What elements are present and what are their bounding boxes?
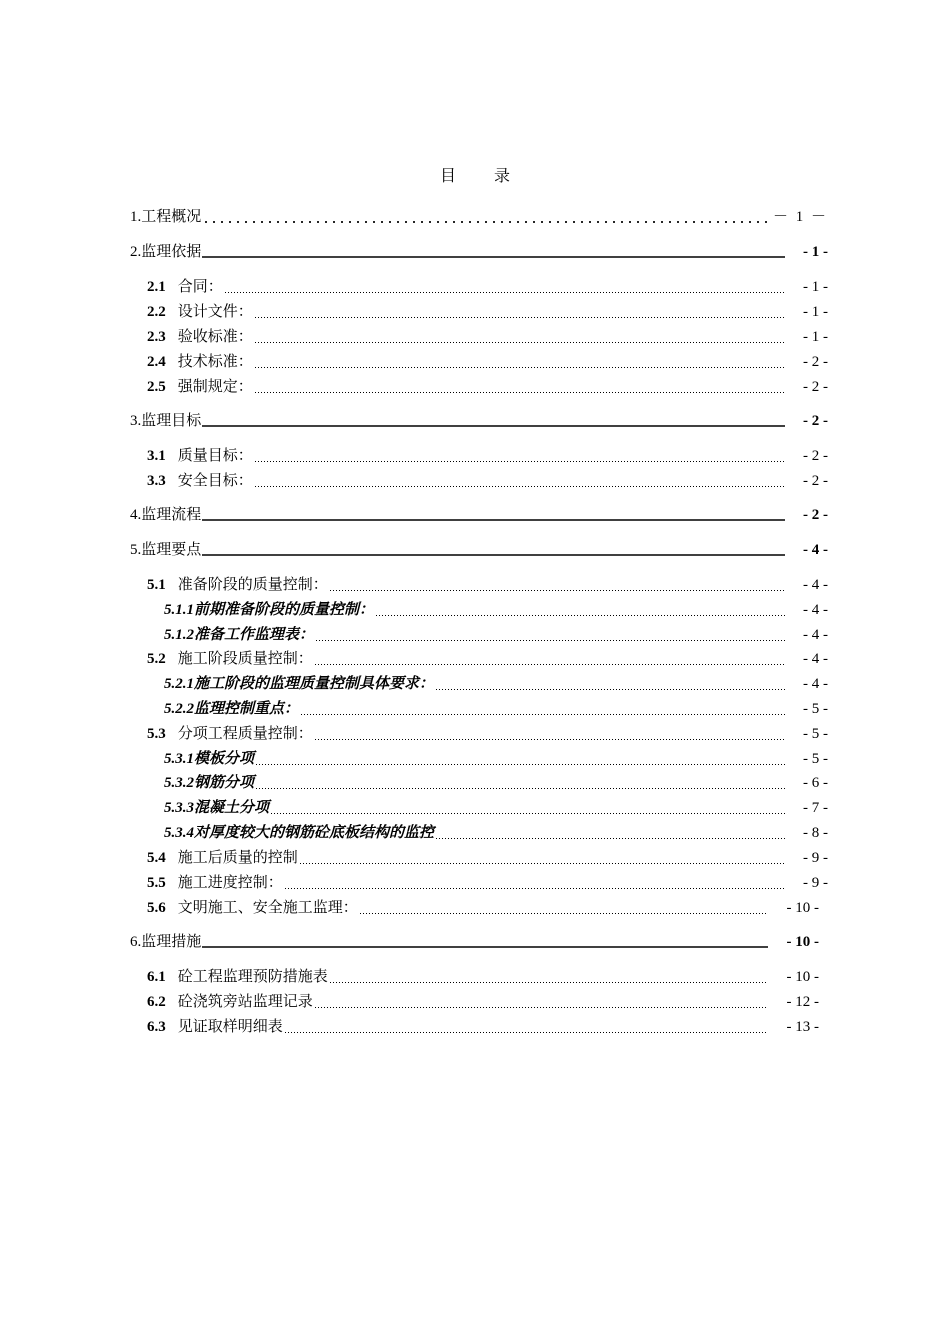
dot-leader (270, 798, 785, 818)
toc-entry[interactable] (147, 1017, 819, 1037)
toc-entry-number: 4. (130, 507, 142, 523)
toc-entry-label: 见证取样明细表 (177, 1019, 283, 1035)
toc-entry[interactable] (147, 352, 828, 372)
toc-entry-page: - 4 - (803, 542, 828, 558)
toc-entry-number: 5.3.4 (164, 825, 194, 841)
toc-entry-number: 1. (130, 209, 142, 225)
toc-entry-label: 准备工作监理表： (194, 627, 315, 643)
toc-entry[interactable] (147, 575, 828, 595)
dot-leader (202, 411, 785, 431)
toc-entry-page: - 4 - (803, 651, 828, 667)
toc-entry-number: 5.1.2 (164, 627, 194, 643)
dot-leader (299, 848, 785, 868)
toc-entry[interactable] (130, 207, 828, 227)
dot-leader (254, 471, 785, 491)
dot-leader (224, 277, 785, 297)
toc-entry[interactable] (130, 242, 828, 262)
toc-entry[interactable] (164, 798, 828, 818)
dot-leader (329, 575, 785, 595)
dot-leader (375, 600, 785, 620)
toc-entry-page: - 4 - (803, 676, 828, 692)
toc-entry[interactable] (147, 967, 819, 987)
toc-entry-number: 3. (130, 413, 142, 429)
dot-leader (300, 699, 785, 719)
toc-entry-number: 5.6 (147, 900, 166, 916)
toc-entry-page: - 5 - (803, 726, 828, 742)
dot-leader (435, 823, 785, 843)
dot-leader (315, 625, 785, 645)
toc-entry-page: - 1 - (803, 244, 828, 260)
toc-entry-number: 2.1 (147, 279, 166, 295)
dot-leader (314, 992, 768, 1012)
toc-entry-page: - 9 - (803, 850, 828, 866)
toc-entry-page: - 8 - (803, 825, 828, 841)
toc-entry-label: 监理流程 (141, 507, 202, 523)
toc-entry[interactable] (147, 848, 828, 868)
toc-entry-label: 分项工程质量控制： (177, 726, 313, 742)
toc-entry[interactable] (130, 540, 828, 560)
toc-entry-number: 5.2.1 (164, 676, 194, 692)
toc-entry-label: 强制规定： (177, 379, 253, 395)
toc-entry-label: 验收标准： (177, 329, 253, 345)
toc-entry-label: 安全目标： (177, 473, 253, 489)
toc-entry-number: 5.2 (147, 651, 166, 667)
toc-entry[interactable] (147, 471, 828, 491)
toc-entry-page: - 2 - (803, 379, 828, 395)
toc-entry-page: - 1 - (803, 279, 828, 295)
toc-entry[interactable] (130, 505, 828, 525)
toc-entry-label: 施工阶段的监理质量控制具体要求： (194, 676, 435, 692)
toc-entry-label: 工程概况 (141, 209, 202, 225)
toc-entry-number: 3.1 (147, 448, 166, 464)
toc-entry-page: - 13 - (786, 1019, 819, 1035)
toc-entry-number: 5.1 (147, 577, 166, 593)
toc-entry-number: 5.5 (147, 875, 166, 891)
toc-entry-page: - 10 - (786, 934, 819, 950)
toc-entry-label: 施工后质量的控制 (177, 850, 298, 866)
toc-entry[interactable] (164, 674, 828, 694)
dot-leader (202, 540, 785, 560)
toc-entry-number: 3.3 (147, 473, 166, 489)
dot-leader (314, 724, 785, 744)
toc-entry-number: 2.4 (147, 354, 166, 370)
toc-entry-number: 6.2 (147, 994, 166, 1010)
toc-title-right: 录 (494, 168, 511, 185)
toc-entry-number: 5.3 (147, 726, 166, 742)
toc-entry-page: - 6 - (803, 775, 828, 791)
toc-entry-page: - 1 - (803, 329, 828, 345)
toc-entry-number: 6. (130, 934, 142, 950)
toc-entry-page: - 2 - (803, 413, 828, 429)
toc-entry[interactable] (147, 446, 828, 466)
toc-entry-page: - 9 - (803, 875, 828, 891)
dot-leader (255, 749, 785, 769)
toc-entry-label: 混凝土分项 (194, 800, 270, 816)
toc-entry[interactable] (164, 773, 828, 793)
toc-entry-page: - 4 - (803, 602, 828, 618)
toc-entry[interactable] (164, 823, 828, 843)
toc-entry-page: - 2 - (803, 448, 828, 464)
dot-leader (314, 649, 785, 669)
dot-leader (254, 327, 785, 347)
toc-entry-page: - 12 - (786, 994, 819, 1010)
toc-entry-page: － 1 － (772, 209, 828, 225)
toc-entry-label: 监理措施 (141, 934, 202, 950)
toc-entry-label: 文明施工、安全施工监理： (177, 900, 358, 916)
dot-leader (202, 505, 785, 525)
toc-entry-number: 5.4 (147, 850, 166, 866)
toc-entry-number: 2. (130, 244, 142, 260)
dot-leader (254, 352, 785, 372)
toc-entry-label: 合同： (177, 279, 223, 295)
toc-entry-label: 模板分项 (194, 751, 255, 767)
toc-entry[interactable] (130, 932, 819, 952)
toc-entry[interactable] (147, 277, 828, 297)
toc-entry[interactable] (147, 377, 828, 397)
toc-entry-label: 准备阶段的质量控制： (177, 577, 328, 593)
toc-entry-label: 质量目标： (177, 448, 253, 464)
toc-entry-number: 5.3.3 (164, 800, 194, 816)
toc-entry-page: - 5 - (803, 701, 828, 717)
toc-entry-page: - 4 - (803, 577, 828, 593)
toc-entry-page: - 10 - (786, 969, 819, 985)
toc-entry-label: 监理依据 (141, 244, 202, 260)
toc-entry-number: 5.3.1 (164, 751, 194, 767)
toc-entry-label: 监理要点 (141, 542, 202, 558)
toc-entry-page: - 2 - (803, 507, 828, 523)
toc-entry-label: 技术标准： (177, 354, 253, 370)
dot-leader (202, 207, 767, 227)
toc-entry-page: - 5 - (803, 751, 828, 767)
toc-entry-number: 6.3 (147, 1019, 166, 1035)
toc-entry[interactable] (147, 649, 828, 669)
toc-entry[interactable] (147, 724, 828, 744)
toc-title-left: 目 (439, 168, 456, 185)
toc-entry-number: 2.5 (147, 379, 166, 395)
toc-entry[interactable] (147, 898, 819, 918)
toc-entry-number: 5.2.2 (164, 701, 194, 717)
toc-entry-page: - 2 - (803, 473, 828, 489)
toc-entry-number: 6.1 (147, 969, 166, 985)
toc-entry-label: 设计文件： (177, 304, 253, 320)
dot-leader (435, 674, 785, 694)
dot-leader (202, 242, 785, 262)
dot-leader (254, 377, 785, 397)
toc-entry-label: 前期准备阶段的质量控制： (194, 602, 375, 618)
dot-leader (254, 446, 785, 466)
dot-leader (254, 302, 785, 322)
toc-entry-page: - 4 - (803, 627, 828, 643)
toc-entry-page: - 2 - (803, 354, 828, 370)
toc-entry-label: 砼浇筑旁站监理记录 (177, 994, 313, 1010)
toc-entry-page: - 10 - (786, 900, 819, 916)
toc-entry-label: 施工阶段质量控制： (177, 651, 313, 667)
toc-entry-page: - 1 - (803, 304, 828, 320)
dot-leader (329, 967, 768, 987)
toc-title (0, 163, 950, 186)
toc-entry-label: 对厚度较大的钢筋砼底板结构的监控 (194, 825, 435, 841)
toc-entry-number: 5. (130, 542, 142, 558)
toc-entry[interactable] (147, 327, 828, 347)
toc-entry[interactable] (164, 699, 828, 719)
toc-entry[interactable] (164, 625, 828, 645)
dot-leader (255, 773, 785, 793)
toc-entry[interactable] (130, 411, 828, 431)
toc-entry-number: 2.3 (147, 329, 166, 345)
dot-leader (202, 932, 768, 952)
toc-entry[interactable] (164, 749, 828, 769)
toc-entry[interactable] (147, 873, 828, 893)
toc-entry-number: 5.1.1 (164, 602, 194, 618)
toc-entry-label: 监理控制重点： (194, 701, 300, 717)
toc-entry-label: 监理目标 (141, 413, 202, 429)
toc-entry[interactable] (147, 992, 819, 1012)
toc-entry-label: 钢筋分项 (194, 775, 255, 791)
toc-entry[interactable] (164, 600, 828, 620)
toc-entry-number: 2.2 (147, 304, 166, 320)
dot-leader (359, 898, 768, 918)
dot-leader (284, 873, 785, 893)
toc-entry[interactable] (147, 302, 828, 322)
dot-leader (284, 1017, 768, 1037)
toc-entry-page: - 7 - (803, 800, 828, 816)
toc-entry-label: 施工进度控制： (177, 875, 283, 891)
toc-entry-number: 5.3.2 (164, 775, 194, 791)
toc-entry-label: 砼工程监理预防措施表 (177, 969, 328, 985)
